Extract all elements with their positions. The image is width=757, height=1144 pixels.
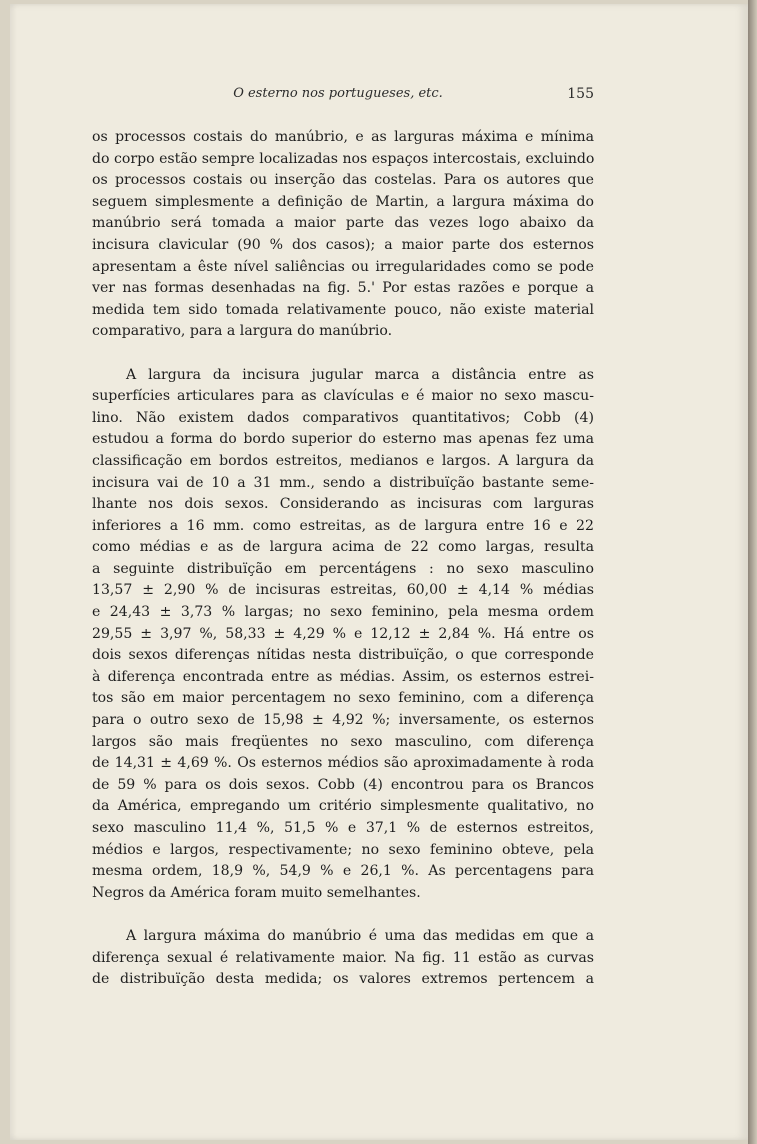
text-line: os processos costais do manúbrio, e as larguras máxima e mínima xyxy=(92,129,594,145)
text-line: classificação em bordos estreitos, medianos e largos. A largura da xyxy=(92,452,594,469)
text-line: médios e largos, respectivamente; no sexo feminino obteve, pela xyxy=(92,841,594,858)
text-line: seguem simplesmente a definição de Martin, a largura máxima do xyxy=(92,193,594,210)
text-line: incisura vai de 10 a 31 mm., sendo a distribuïção bastante seme- xyxy=(92,474,594,491)
text-line: do corpo estão sempre localizadas nos espaços intercostais, excluindo xyxy=(92,150,595,167)
text-line: diferença sexual é relativamente maior. Na fig. 11 estão as curvas xyxy=(92,949,594,966)
page-number: 155 xyxy=(567,86,594,102)
paragraph-1 xyxy=(92,127,594,343)
text-line: os processos costais ou inserção das costelas. Para os autores que xyxy=(92,172,594,189)
text-line: estudou a forma do bordo superior do esterno mas apenas fez uma xyxy=(92,431,594,448)
text-line: 29,55 ± 3,97 %, 58,33 ± 4,29 % e 12,12 ± 2,84 %. Há entre os xyxy=(92,625,594,642)
text-line: e 24,43 ± 3,73 % largas; no sexo feminino, pela mesma ordem xyxy=(92,604,594,621)
text-line: manúbrio será tomada a maior parte das vezes logo abaixo da xyxy=(92,215,594,232)
book-spine-shadow xyxy=(748,0,757,1144)
text-line: superfícies articulares para as clavículas e é maior no sexo mascu- xyxy=(92,388,594,405)
text-line: de 59 % para os dois sexos. Cobb (4) encontrou para os Brancos xyxy=(92,776,594,793)
text-line: mesma ordem, 18,9 %, 54,9 % e 26,1 %. As percentagens para xyxy=(92,863,594,880)
text-line: Negros da América foram muito semelhantes. xyxy=(92,884,421,901)
text-line: para o outro sexo de 15,98 ± 4,92 %; inversamente, os esternos xyxy=(92,712,594,729)
text-line: inferiores a 16 mm. como estreitas, as de largura entre 16 e 22 xyxy=(92,517,594,534)
text-line: a seguinte distribuïção em percentágens : no sexo masculino xyxy=(92,560,594,577)
text-line: de 14,31 ± 4,69 %. Os esternos médios são aproximadamente à roda xyxy=(92,755,594,772)
text-line: sexo masculino 11,4 %, 51,5 % e 37,1 % de esternos estreitos, xyxy=(92,820,594,836)
text-line: apresentam a êste nível saliências ou irregularidades como se pode xyxy=(92,258,594,275)
text-line: de distribuïção desta medida; os valores extremos pertencem a xyxy=(92,971,594,988)
text-line: largos são mais freqüentes no sexo masculino, com diferença xyxy=(92,733,594,750)
text-line: tos são em maior percentagem no sexo feminino, com a diferença xyxy=(92,690,594,707)
text-line: da América, empregando um critério simplesmente qualitativo, no xyxy=(92,798,594,815)
text-line: ver nas formas desenhadas na fig. 5.' Por estas razões e porque a xyxy=(92,280,594,297)
text-line: A largura máxima do manúbrio é uma das medidas em que a xyxy=(126,927,594,944)
text-line: dois sexos diferenças nítidas nesta distribuïção, o que corresponde xyxy=(92,647,594,664)
paragraph-2 xyxy=(92,365,594,905)
text-line: comparativo, para a largura do manúbrio. xyxy=(92,323,393,340)
text-line: incisura clavicular (90 % dos casos); a maior parte dos esternos xyxy=(92,236,594,253)
book-page xyxy=(10,4,748,1140)
text-line: lhante nos dois sexos. Considerando as incisuras com larguras xyxy=(92,496,594,513)
text-line: lino. Não existem dados comparativos quantitativos; Cobb (4) xyxy=(92,409,594,426)
text-line: como médias e as de largura acima de 22 como largas, resulta xyxy=(92,539,594,556)
running-title: O esterno nos portugueses, etc. xyxy=(233,86,443,101)
text-line: medida tem sido tomada relativamente pouco, não existe material xyxy=(92,301,594,318)
paragraph-3 xyxy=(92,926,594,991)
text-line: A largura da incisura jugular marca a distância entre as xyxy=(126,366,594,383)
text-line: à diferença encontrada entre as médias. Assim, os esternos estrei- xyxy=(92,668,594,685)
text-line: 13,57 ± 2,90 % de incisuras estreitas, 60,00 ± 4,14 % médias xyxy=(92,582,594,599)
body-text xyxy=(92,127,594,991)
